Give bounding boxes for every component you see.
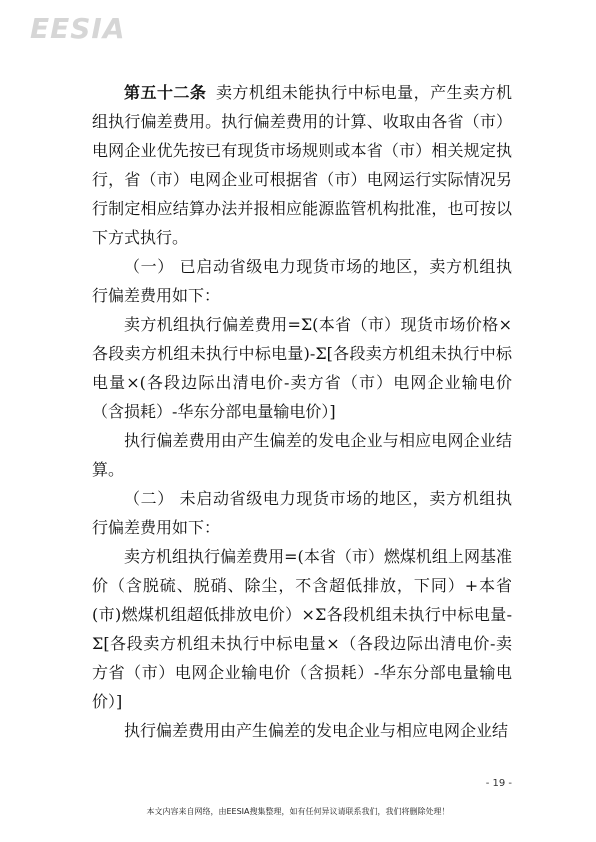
article-number: 第五十二条 <box>124 83 207 102</box>
paragraph-text: 卖方机组未能执行中标电量，产生卖方机组执行偏差费用。执行偏差费用的计算、收取由各省（市）电网企业优先按已有现货市场规则或本省（市）相关规定执行，省（市）电网企业可根据省（市）电网运行实际情况另行制定相应结算办法并报相应能源监管机构批准，也可按以下方式执行。 <box>92 83 512 247</box>
page-number: - 19 - <box>485 778 512 789</box>
formula-one: 卖方机组执行偏差费用=Σ(本省（市）现货市场价格×各段卖方机组未执行中标电量)-Σ[各段卖方机组未执行中标电量×(各段边际出清电价-卖方省（市）电网企业输电价（含损耗）-华东分部电量输电价）] <box>92 315 512 421</box>
footer-disclaimer: 本文内容来自网络，由EESIA搜集整理，如有任何异议请联系我们，我们将删除处理！ <box>146 807 450 816</box>
settlement-note-one: 执行偏差费用由产生偏差的发电企业与相应电网企业结算。 <box>92 431 512 479</box>
article-paragraph <box>92 78 512 252</box>
settlement-note-two: 执行偏差费用由产生偏差的发电企业与相应电网企业结 <box>124 721 509 740</box>
formula-two: 卖方机组执行偏差费用=(本省（市）燃煤机组上网基准价（含脱硫、脱硝、除尘，不含超低排放，下同）+本省(市)燃煤机组超低排放电价）×Σ各段机组未执行中标电量-Σ[各段卖方机组未执行中标电量×（各段边际出清电价-卖方省（市）电网企业输电价（含损耗）-华东分部电量输电价）] <box>92 547 512 711</box>
section-heading-one: （一） 已启动省级电力现货市场的地区，卖方机组执行偏差费用如下： <box>92 257 512 305</box>
section-heading-two: （二） 未启动省级电力现货市场的地区，卖方机组执行偏差费用如下： <box>92 489 512 537</box>
eesia-logo: EESIA <box>30 12 126 45</box>
document-body <box>92 78 512 745</box>
